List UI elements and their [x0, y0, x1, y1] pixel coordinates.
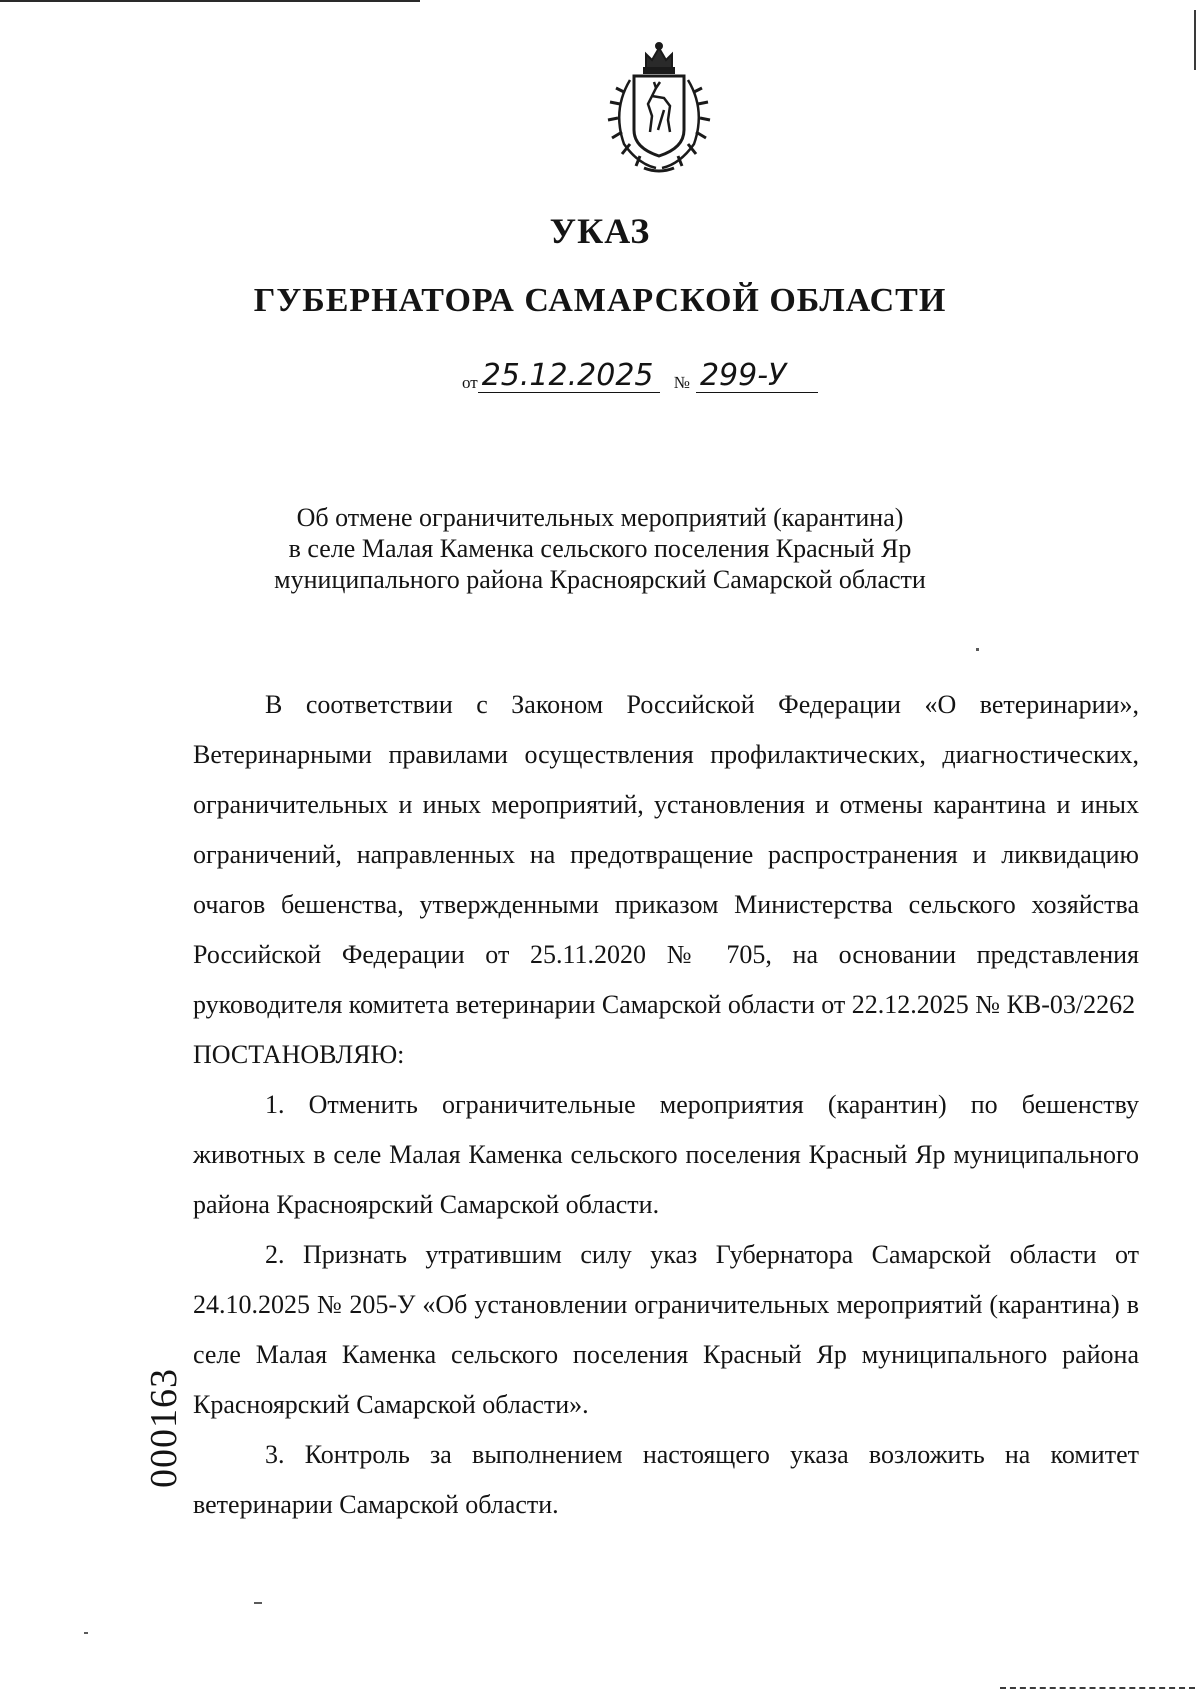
side-registration-number: 000163 [143, 1368, 185, 1488]
subject-line: муниципального района Красноярский Самарской области [274, 565, 926, 594]
subject-line: в селе Малая Каменка сельского поселения Красный Яр [288, 534, 912, 563]
handwritten-date: 25.12.2025 [478, 360, 660, 393]
decree-item: 3. Контроль за выполнением настоящего указа возложить на комитет ветеринарии Самарской области. [193, 1440, 1139, 1519]
date-from-label: от [462, 373, 478, 392]
subject-line: Об отмене ограничительных мероприятий (карантина) [296, 503, 904, 532]
decree-word: ПОСТАНОВЛЯЮ: [193, 1040, 405, 1069]
number-label: № [673, 373, 690, 392]
samara-coat-of-arms-emblem [594, 40, 724, 175]
scan-edge-line-right [1194, 10, 1196, 70]
handwritten-number: 299-У [696, 360, 818, 393]
date-number-line [462, 360, 818, 393]
document-subject [0, 502, 1200, 595]
document-title: УКАЗ [549, 211, 651, 251]
preamble-paragraph: В соответствии с Законом Российской Федерации «О ветеринарии», Ветеринарными правилами осуществления профилактических, диагностических, ограничительных и иных мероприятий, установления и отмены карантина и иных ограничений, направленных на предотвращение распространения и ликвидацию очагов бешенства, утвержденными приказом Министерства сельского хозяйства Российской Федерации от 25.11.2020 № 705, на основании представления руководителя комитета ветеринарии Самарской области от 22.12.2025 № КВ-03/2262 [193, 690, 1139, 1019]
scan-edge-line-top [0, 0, 420, 2]
scan-speck [254, 1602, 262, 1604]
document-subtitle: ГУБЕРНАТОРА САМАРСКОЙ ОБЛАСТИ [253, 282, 947, 319]
decree-item: 2. Признать утратившим силу указ Губернатора Самарской области от 24.10.2025 № 205-У «Об установлении ограничительных мероприятий (карантина) в селе Малая Каменка сельского поселения Красный Яр муниципального района Красноярский Самарской области». [193, 1240, 1139, 1419]
scan-speck [84, 1632, 88, 1634]
document-body [193, 680, 1139, 1530]
scan-speck [976, 648, 979, 651]
decree-item: 1. Отменить ограничительные мероприятия (карантин) по бешенству животных в селе Малая Каменка сельского поселения Красный Яр муниципального района Красноярский Самарской области. [193, 1090, 1139, 1219]
scan-edge-line-bottom [1000, 1687, 1195, 1691]
